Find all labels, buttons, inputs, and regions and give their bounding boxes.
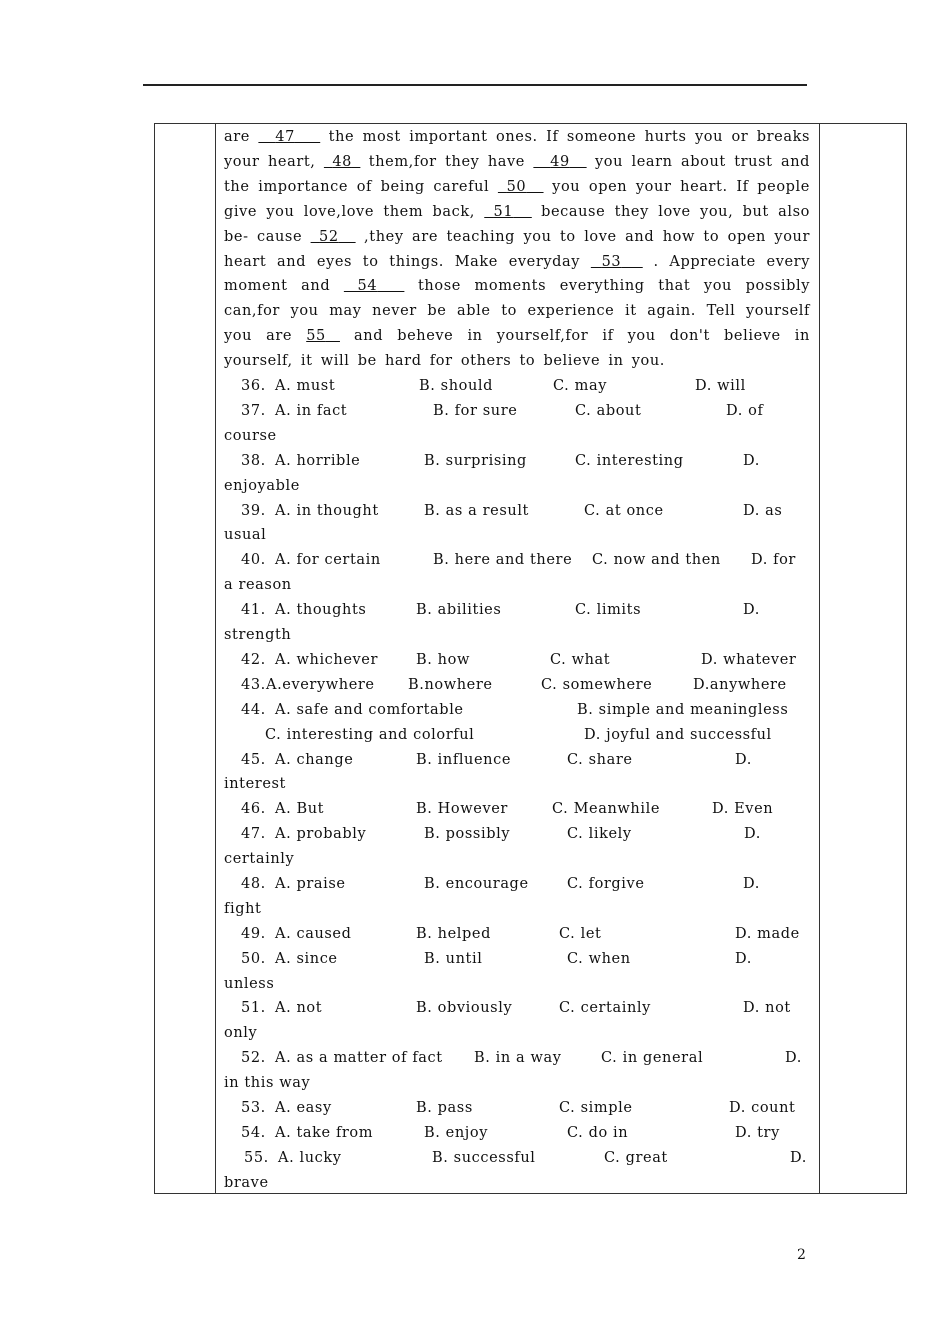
option-d-continuation: course [224, 427, 277, 444]
option-d-continuation: interest [224, 776, 286, 793]
option-d-continuation: only [224, 1025, 258, 1042]
question-number: 55. [244, 1149, 269, 1166]
option-a: A. easy [275, 1100, 332, 1117]
question-number: 54. [241, 1124, 266, 1141]
option-d: D. not [743, 1000, 791, 1017]
blank-54: 54 [357, 278, 378, 295]
question-number: 48. [241, 875, 266, 892]
blank-49: 49 [550, 153, 570, 170]
question-49 [224, 922, 810, 947]
option-a: A. horrible [275, 452, 361, 469]
question-37 [224, 399, 810, 449]
option-c: C. what [550, 651, 611, 668]
question-number: 43. [241, 676, 266, 693]
option-d-continuation: brave [224, 1174, 269, 1191]
question-54 [224, 1121, 810, 1146]
question-number: 39. [241, 502, 266, 519]
option-d: D. try [735, 1124, 780, 1141]
option-d: D. as [743, 502, 783, 519]
option-d: D. [743, 602, 760, 619]
question-number: 40. [241, 552, 266, 569]
question-38 [224, 449, 810, 499]
option-d-continuation: fight [224, 900, 262, 917]
option-d-continuation: a reason [224, 577, 292, 594]
option-b: B. However [416, 801, 508, 818]
option-b: B. simple and meaningless [577, 701, 789, 718]
option-d: D. made [735, 925, 800, 942]
option-c: C. at once [584, 502, 664, 519]
option-b: B. encourage [424, 875, 529, 892]
cloze-passage: are 47 the most important ones. If someone hurts you or breaks your heart, 48 them,for they have 49 you learn about trust and the importance of being careful 50 you open your heart. If people give you love,love them back, 51 because they love you, but also be- cause 52 ,they are teaching you to love and how to open your heart and eyes to things. Make everyday 53 . Appreciate every moment and 54 those moments everything that you possibly can,for you may never be able to experience it again. Tell yourself you are 55 and beheve in yourself,for if you don't believe in yourself, it will be hard for others to believe in you. [224, 129, 811, 370]
option-d: D. [735, 950, 752, 967]
option-d-continuation: unless [224, 975, 275, 992]
question-40 [224, 548, 810, 598]
option-c: C. limits [575, 602, 642, 619]
option-c: C. interesting [575, 452, 684, 469]
option-d: D. [744, 826, 761, 843]
page-number: 2 [797, 1247, 806, 1263]
question-47 [224, 822, 810, 872]
option-b: B. surprising [424, 452, 527, 469]
option-d: D. joyful and successful [584, 726, 772, 743]
blank-50: 50 [506, 178, 527, 195]
option-d: D. [790, 1149, 807, 1166]
blank-47: 47 [275, 129, 295, 145]
question-number: 41. [241, 602, 266, 619]
option-c: C. let [559, 925, 602, 942]
question-46 [224, 797, 810, 822]
option-b: B. until [424, 950, 483, 967]
question-52 [224, 1046, 810, 1096]
question-number: 42. [241, 651, 266, 668]
content-cell [224, 125, 810, 1196]
question-number: 53. [241, 1100, 266, 1117]
option-c: C. about [575, 402, 642, 419]
option-d: D. [743, 875, 760, 892]
option-a: A. lucky [278, 1149, 342, 1166]
option-a: A. must [275, 378, 336, 395]
question-number: 46. [241, 801, 266, 818]
option-a: A. as a matter of fact [275, 1050, 443, 1067]
option-c: C. great [604, 1149, 668, 1166]
option-d: D. [735, 751, 752, 768]
option-a: A. in fact [275, 402, 348, 419]
option-c: C. certainly [559, 1000, 651, 1017]
option-d-continuation: usual [224, 527, 267, 544]
option-c: C. in general [601, 1050, 704, 1067]
question-number: 51. [241, 1000, 266, 1017]
option-b: B. possibly [424, 826, 511, 843]
option-d: D. whatever [701, 651, 797, 668]
option-a: A. change [275, 751, 354, 768]
question-50 [224, 947, 810, 997]
option-b: B. for sure [433, 402, 518, 419]
option-a: A. take from [275, 1124, 374, 1141]
blank-55: 55 [306, 328, 326, 345]
question-list [224, 374, 810, 698]
option-b: B. should [419, 378, 494, 395]
option-b: B. obviously [416, 1000, 513, 1017]
blank-52: 52 [319, 228, 339, 245]
option-d: D. [743, 452, 760, 469]
question-number: 45. [241, 751, 266, 768]
option-a: A. praise [275, 875, 346, 892]
option-d: D. Even [712, 801, 774, 818]
option-c: C. may [553, 378, 607, 395]
option-a: A. probably [275, 826, 367, 843]
blank-53: 53 [601, 253, 622, 270]
option-d: D.anywhere [693, 676, 787, 693]
option-d-continuation: strength [224, 627, 292, 644]
option-b: B. abilities [416, 602, 502, 619]
option-a: A. But [275, 801, 325, 818]
question-43 [224, 673, 810, 698]
header-rule [143, 84, 807, 86]
option-b: B. successful [432, 1149, 536, 1166]
question-number: 52. [241, 1050, 266, 1067]
question-44 [224, 698, 810, 748]
option-b: B. in a way [474, 1050, 562, 1067]
question-number: 44. [241, 701, 266, 718]
option-b: B. here and there [433, 552, 573, 569]
option-d-continuation: enjoyable [224, 477, 300, 494]
option-b: B. influence [416, 751, 512, 768]
question-36 [224, 374, 810, 399]
question-41 [224, 598, 810, 648]
option-c: C. when [567, 950, 631, 967]
option-a: A. whichever [275, 651, 379, 668]
option-a: A. for certain [275, 552, 381, 569]
left-column-divider [215, 124, 216, 1193]
question-48 [224, 872, 810, 922]
question-51 [224, 996, 810, 1046]
option-d-continuation: certainly [224, 851, 295, 868]
question-number: 36. [241, 378, 266, 395]
option-c: C. do in [567, 1124, 629, 1141]
question-53 [224, 1096, 810, 1121]
question-55 [224, 1146, 810, 1196]
option-b: B. pass [416, 1100, 473, 1117]
option-d: D. of [726, 402, 764, 419]
option-d: D. count [729, 1100, 796, 1117]
option-c: C. likely [567, 826, 632, 843]
option-c: C. now and then [592, 552, 721, 569]
option-d: D. will [695, 378, 746, 395]
question-number: 49. [241, 925, 266, 942]
option-a: A. safe and comfortable [275, 701, 464, 718]
option-b: B. as a result [424, 502, 529, 519]
option-d-continuation: in this way [224, 1075, 311, 1092]
question-number: 50. [241, 950, 266, 967]
option-c: C. somewhere [541, 676, 653, 693]
question-39 [224, 499, 810, 549]
option-a: A.everywhere [266, 676, 375, 693]
question-42 [224, 648, 810, 673]
option-a: A. caused [275, 925, 352, 942]
option-b: B. how [416, 651, 470, 668]
blank-51: 51 [493, 203, 514, 220]
option-a: A. in thought [275, 502, 379, 519]
blank-48: 48 [332, 153, 352, 170]
right-column-divider [819, 124, 820, 1193]
option-d: D. [785, 1050, 802, 1067]
question-list [224, 748, 810, 1196]
option-c: C. forgive [567, 875, 645, 892]
question-45 [224, 748, 810, 798]
option-c: C. interesting and colorful [265, 726, 475, 743]
option-d: D. for [751, 552, 796, 569]
option-a: A. since [275, 950, 338, 967]
option-a: A. not [275, 1000, 323, 1017]
option-a: A. thoughts [275, 602, 367, 619]
option-c: C. simple [559, 1100, 633, 1117]
question-number: 37. [241, 402, 266, 419]
question-number: 38. [241, 452, 266, 469]
option-c: C. share [567, 751, 633, 768]
question-number: 47. [241, 826, 266, 843]
option-c: C. Meanwhile [552, 801, 661, 818]
option-b: B.nowhere [408, 676, 493, 693]
option-b: B. enjoy [424, 1124, 489, 1141]
option-b: B. helped [416, 925, 491, 942]
